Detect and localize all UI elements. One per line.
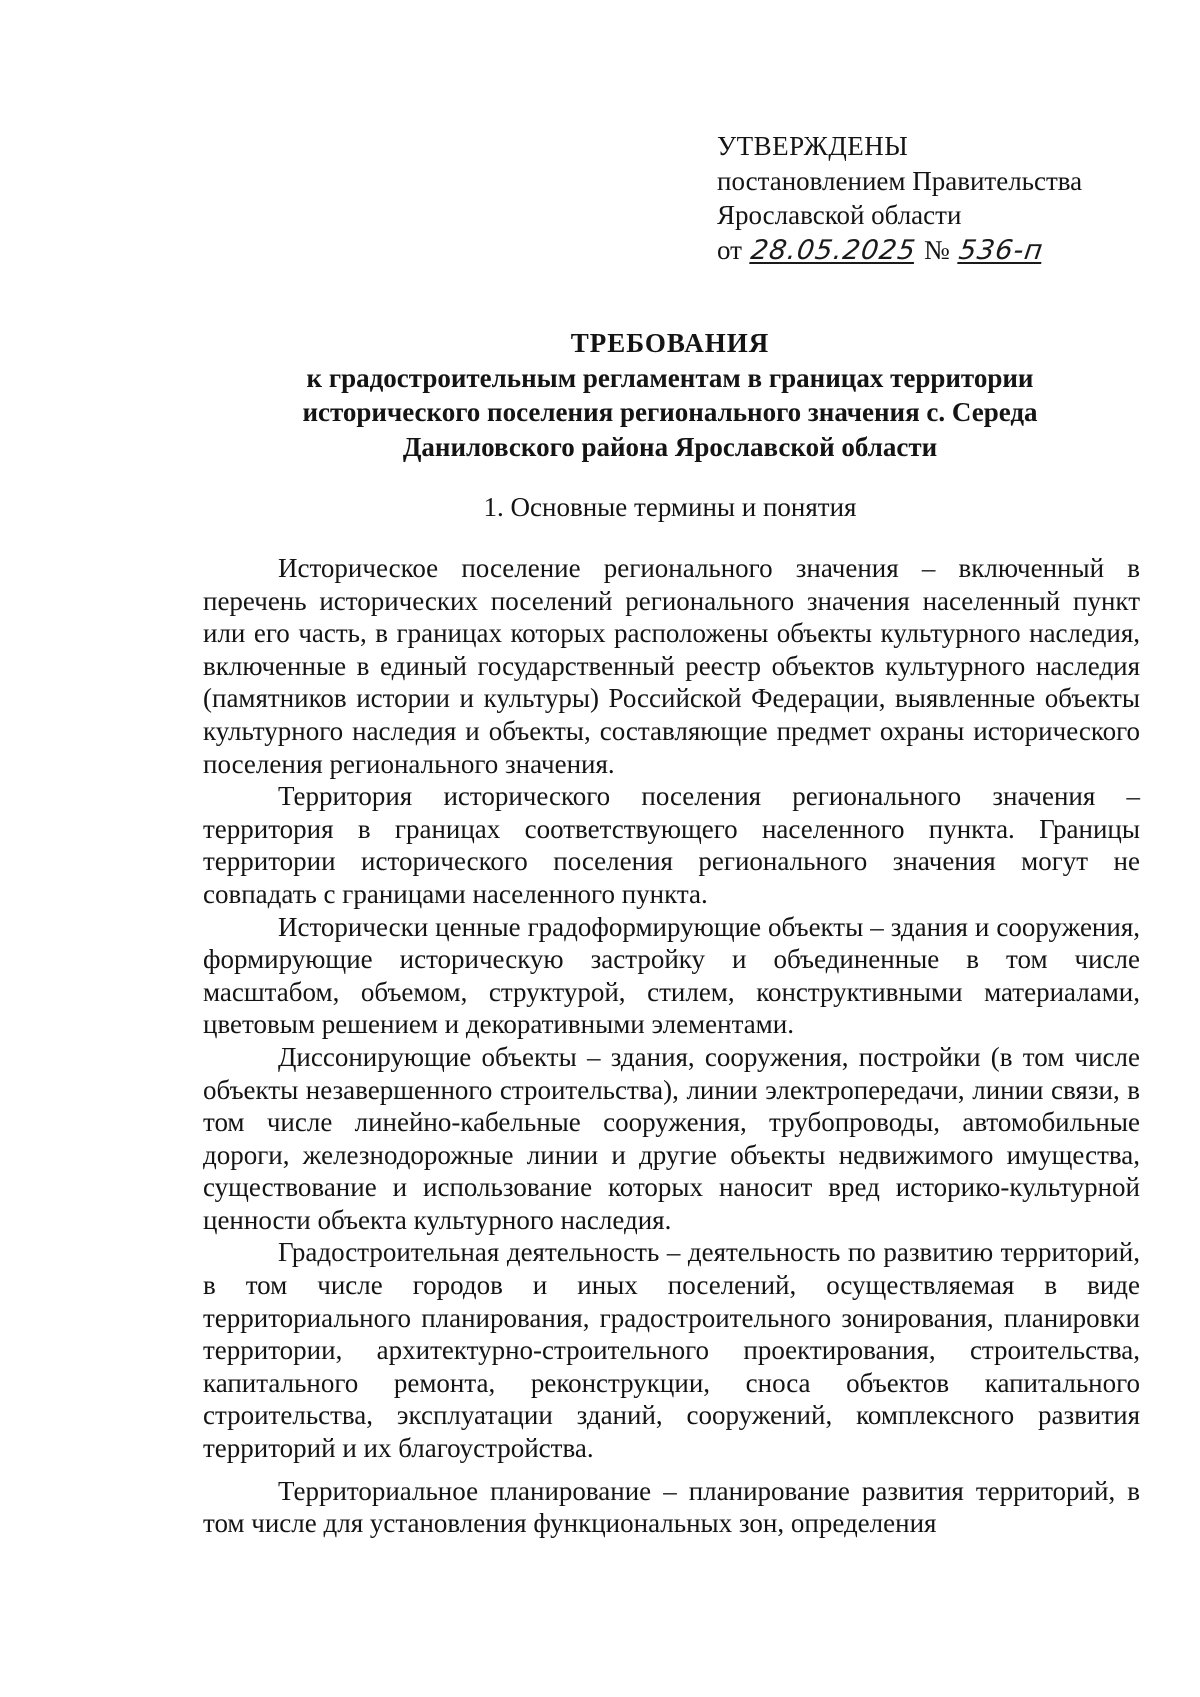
approved-heading: УТВЕРЖДЕНЫ xyxy=(717,131,909,161)
paragraph-settlement-territory: Территория исторического поселения регионального значения – территория в границах соответствующего населенного пункта. Границы территории исторического поселения регионального значения могут не совпадать с границами населенного пункта. xyxy=(203,781,1140,909)
approval-line-region: Ярославской области xyxy=(717,200,962,230)
number-label: № xyxy=(924,234,950,265)
from-label: от xyxy=(717,234,742,265)
approval-date-number-line xyxy=(717,233,1137,269)
paragraph-historical-settlement: Историческое поселение регионального значения – включенный в перечень исторических поселений регионального значения населенный пункт или его часть, в границах которых расположены объекты культурного наследия, включенные в единый государственный реестр объектов культурного наследия (памятников истории и культуры) Российской Федерации, выявленные объекты культурного наследия и объекты, составляющие предмет охраны исторического поселения регионального значения. xyxy=(203,553,1140,779)
section-heading: 1. Основные термины и понятия xyxy=(483,492,857,522)
document-subtitle-line-2: исторического поселения регионального значения с. Середа xyxy=(302,397,1038,427)
handwritten-number: 536-п xyxy=(956,234,1045,266)
paragraph-valuable-objects: Исторически ценные градоформирующие объекты – здания и сооружения, формирующие историческую застройку и объединенные в том числе масштабом, объемом, структурой, стилем, конструктивными материалами, цветовым решением и декоративными элементами. xyxy=(203,911,1140,1040)
handwritten-date: 28.05.2025 xyxy=(748,234,918,266)
document-title-block xyxy=(200,326,1140,464)
paragraph-dissonant-objects: Диссонирующие объекты – здания, сооружения, постройки (в том числе объекты незавершенного строительства), линии электропередачи, линии связи, в том числе линейно-кабельные сооружения, трубопроводы, автомобильные дороги, железнодорожные линии и другие объекты недвижимого имущества, существование и использование которых наносит вред историко-культурной ценности объекта культурного наследия. xyxy=(203,1041,1140,1235)
approval-line-resolution: постановлением Правительства xyxy=(717,165,1083,196)
approval-stamp-block xyxy=(717,129,1137,268)
document-subtitle-line-1: к градостроительным регламентам в границах территории xyxy=(306,362,1034,393)
document-body xyxy=(203,552,1140,1540)
document-title: ТРЕБОВАНИЯ xyxy=(570,328,770,358)
paragraph-urban-planning-activity: Градостроительная деятельность – деятельность по развитию территорий, в том числе городов и иных поселений, осуществляемая в виде территориального планирования, градостроительного зонирования, планировки территории, архитектурно-строительного проектирования, строительства, капитального ремонта, реконструкции, сноса объектов капитального строительства, эксплуатации зданий, сооружений, комплексного развития территорий и их благоустройства. xyxy=(203,1237,1140,1464)
paragraph-territorial-planning: Территориальное планирование – планирование развития территорий, в том числе для установления функциональных зон, определения xyxy=(203,1475,1140,1539)
document-subtitle-line-3: Даниловского района Ярославской области xyxy=(402,431,938,462)
